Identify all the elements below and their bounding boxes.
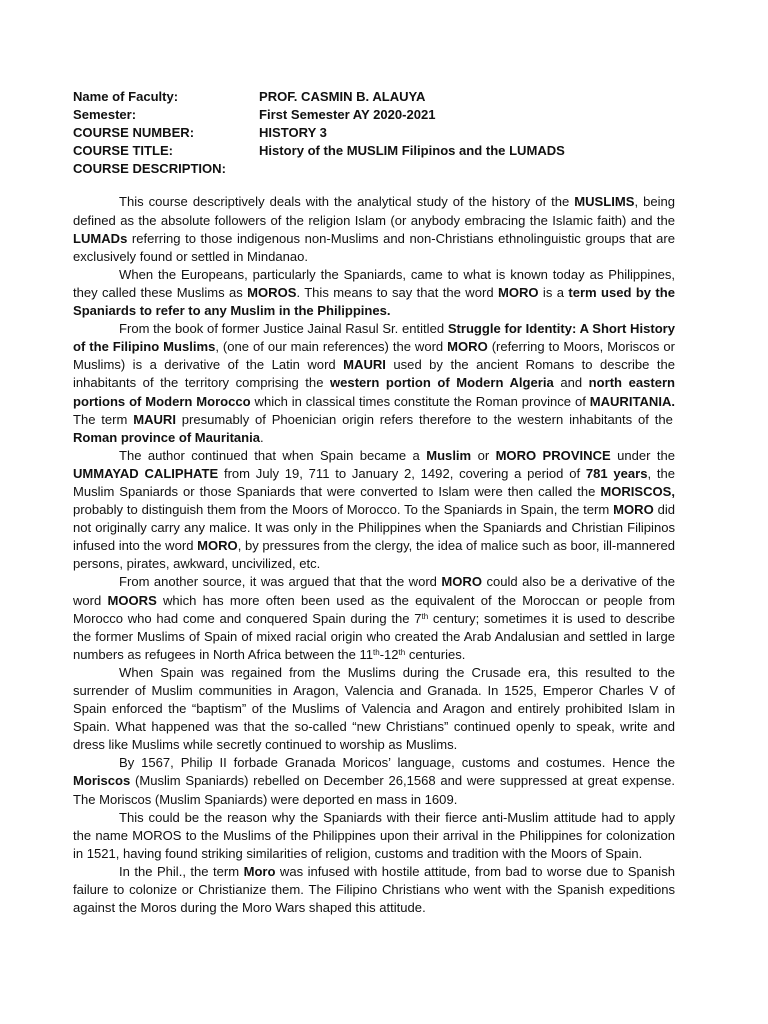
- text-run: This course descriptively deals with the analytical study of the history of the: [119, 194, 575, 210]
- paragraph: [73, 809, 675, 863]
- bold-run: 781 years: [585, 465, 648, 481]
- text-run: , (one of our main references) the word: [215, 339, 448, 355]
- text-run: did not originally carry any malice. It was only in the Philippines when the Spaniards and Christian Filipinos infused into the word: [73, 502, 675, 554]
- text-run: from July 19, 711 to January 2, 1492, covering a period of: [218, 465, 586, 481]
- text-run: The author continued that when Spain became a: [119, 447, 427, 463]
- text-run: (referring to Moors, Moriscos or Muslims) is a derivative of the Latin word: [73, 339, 676, 373]
- bold-run: Struggle for Identity: A Short History of the Filipino Muslims: [73, 321, 675, 355]
- course-header: [73, 88, 675, 178]
- text-run: , being defined as the absolute followers of the religion Islam (or anybody embracing the Islamic faith) and the: [73, 194, 675, 228]
- bold-run: MORO PROVINCE: [495, 447, 611, 463]
- bold-run: Roman province of Mauritania: [73, 429, 261, 445]
- header-row-faculty: [73, 88, 675, 106]
- course-number-label: COURSE NUMBER:: [73, 125, 195, 141]
- text-run: , by pressures from the clergy, the idea of malice such as boor, ill-mannered persons, pirates, awkward, uncivilized, etc.: [73, 538, 675, 572]
- bold-run: Muslim: [426, 447, 472, 463]
- text-run: .: [260, 429, 264, 445]
- header-row-course-description: [73, 160, 675, 178]
- text-run: century; sometimes it is used to describe the former Muslims of Spain of mixed racial origin who created the Arab Andalusian and settled in large numbers as refugees in North Africa between the 11: [73, 610, 676, 662]
- text-run: used by the ancient Romans to describe the inhabitants of the territory comprising the: [73, 357, 675, 391]
- bold-run: western portion of Modern Algeria: [330, 375, 554, 391]
- bold-run: Moro: [243, 863, 276, 879]
- bold-run: UMMAYAD CALIPHATE: [73, 465, 219, 481]
- text-run: under the: [610, 447, 675, 463]
- text-run: centuries.: [405, 646, 466, 662]
- faculty-value: PROF. CASMIN B. ALAUYA: [259, 89, 426, 104]
- text-run: . This means to say that the word: [296, 284, 498, 300]
- course-title-value: History of the MUSLIM Filipinos and the LUMADS: [259, 143, 565, 159]
- paragraph: [73, 573, 675, 663]
- text-run: (Muslim Spaniards) rebelled on December 26,1568 and were suppressed at great expense. The Moriscos (Muslim Spaniards) were deported en mass in 1609.: [73, 773, 675, 807]
- bold-run: MORISCOS,: [600, 483, 675, 499]
- semester-label: Semester:: [73, 107, 137, 123]
- superscript-run: th: [373, 647, 380, 657]
- text-run: and: [553, 375, 589, 391]
- bold-run: term used by the Spaniards to refer to any Muslim in the Philippines.: [73, 284, 675, 319]
- text-run: In the Phil., the term: [119, 863, 244, 879]
- bold-run: LUMADs: [73, 230, 128, 246]
- header-row-course-number: [73, 124, 675, 142]
- paragraph: [73, 754, 675, 808]
- bold-run: MAURI: [133, 411, 176, 427]
- course-description-value: [259, 160, 675, 178]
- text-run: -12: [379, 646, 399, 662]
- text-run: From the book of former Justice Jainal Rasul Sr. entitled: [119, 321, 448, 337]
- header-row-semester: [73, 106, 675, 124]
- bold-run: MORO: [441, 574, 482, 590]
- text-run: probably to distinguish them from the Moors of Morocco. To the Spaniards in Spain, the term: [73, 502, 614, 518]
- faculty-label: Name of Faculty:: [73, 89, 179, 104]
- course-description-body: [73, 193, 675, 917]
- course-title-label: COURSE TITLE:: [73, 143, 174, 159]
- text-run: The term: [73, 411, 134, 427]
- text-run: could also be a derivative of the word: [73, 574, 675, 608]
- text-run: which in classical times constitute the Roman province of: [250, 393, 590, 409]
- bold-run: MAURI: [343, 357, 386, 373]
- text-run: When Spain was regained from the Muslims during the Crusade era, this resulted to the surrender of Muslim communities in Aragon, Valencia and Granada. In 1525, Emperor Charles V of Spain enforced the “baptism” of the Muslims of Valencia and Aragon and entirely prohibited Islam in Spain. What happened was that the so-called “new Christians” continued openly to speak, write and dress like Muslims while secretly continued to worship as Muslims.: [73, 664, 675, 753]
- bold-run: north eastern portions of Modern Morocco: [73, 375, 675, 409]
- bold-run: MORO: [613, 502, 654, 518]
- text-run: presumably of Phoenician origin refers therefore to the western inhabitants of the: [175, 411, 673, 427]
- paragraph: [73, 664, 675, 754]
- paragraph: [73, 863, 675, 917]
- bold-run: MOROS: [247, 284, 297, 300]
- bold-run: Moriscos: [73, 773, 131, 789]
- text-run: This could be the reason why the Spaniards with their fierce anti-Muslim attitude had to apply the name MOROS to the Muslims of the Philippines upon their arrival in the Philippines for colonization in 1521, having found striking similarities of religion, customs and tradition with the Moors of Spain.: [73, 809, 675, 861]
- text-run: From another source, it was argued that that the word: [119, 574, 442, 590]
- text-run: referring to those indigenous non-Muslims and non-Christians ethnolinguistic groups that are exclusively found or settled in Mindanao.: [73, 230, 675, 264]
- paragraph: [73, 193, 675, 265]
- text-run: was infused with hostile attitude, from bad to worse due to Spanish failure to colonize or Christianize them. The Filipino Christians who went with the Spanish expeditions against the Moros during the Moro Wars shaped this attitude.: [73, 863, 675, 916]
- bold-run: MUSLIMS: [574, 194, 635, 210]
- superscript-run: th: [421, 611, 429, 621]
- course-number-value: HISTORY 3: [259, 125, 327, 141]
- semester-value: First Semester AY 2020-2021: [259, 107, 436, 123]
- text-run: When the Europeans, particularly the Spaniards, came to what is known today as Philippines, they called these Muslims as: [73, 266, 675, 300]
- bold-run: MORO: [497, 284, 539, 300]
- document-page: [73, 88, 675, 917]
- bold-run: MAURITANIA.: [589, 393, 675, 409]
- text-run: is a: [538, 284, 569, 300]
- header-row-course-title: [73, 142, 675, 160]
- text-run: which has more often been used as the equivalent of the Moroccan or people from Morocco who had come and conquered Spain during the 7: [73, 592, 675, 626]
- course-description-label: COURSE DESCRIPTION:: [73, 161, 226, 177]
- bold-run: MORO: [447, 339, 488, 355]
- bold-run: MOORS: [107, 592, 157, 608]
- superscript-run: th: [398, 647, 406, 657]
- text-run: By 1567, Philip II forbade Granada Moricos’ language, customs and costumes. Hence the: [119, 755, 675, 771]
- paragraph: [73, 320, 675, 447]
- paragraph: [73, 447, 675, 574]
- text-run: or: [471, 447, 496, 463]
- text-run: , the Muslim Spaniards or those Spaniards that were converted to Islam were then called the: [73, 465, 676, 499]
- paragraph: [73, 266, 675, 320]
- bold-run: MORO: [197, 538, 238, 554]
